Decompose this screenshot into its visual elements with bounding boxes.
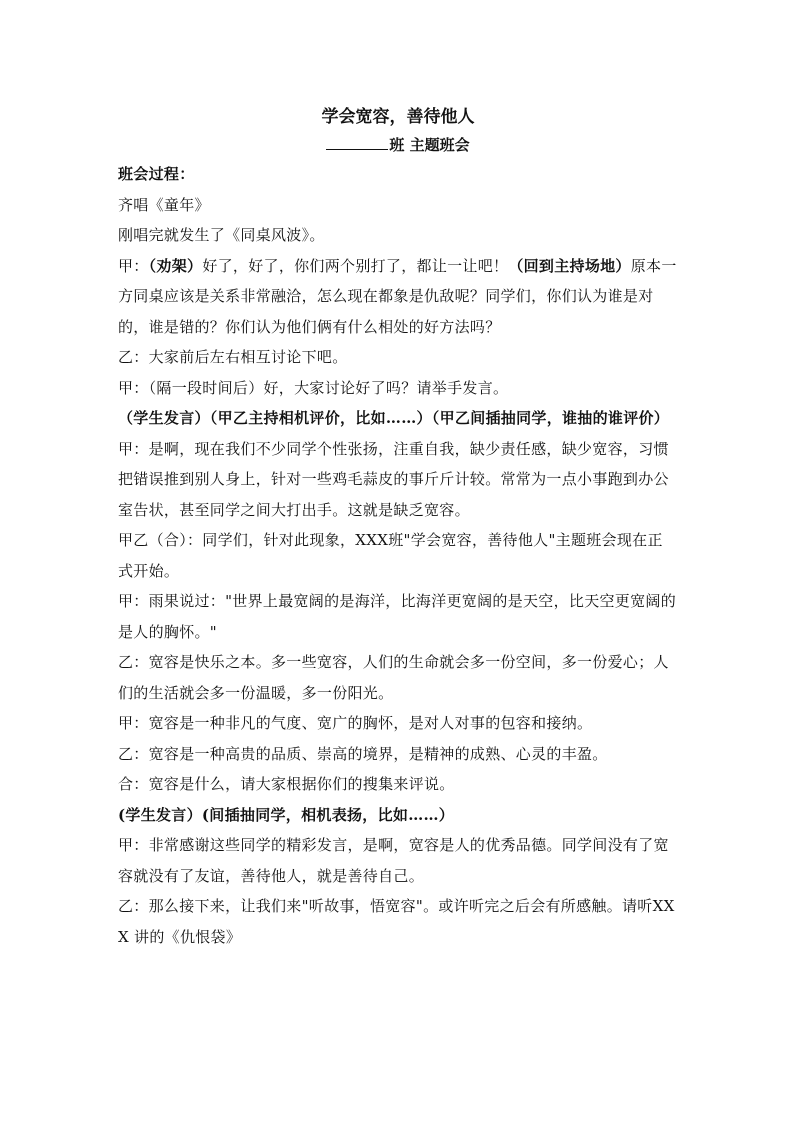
stage-direction: （回到主持场地） — [508, 256, 631, 275]
paragraph-jia-magnanimity: 甲：宽容是一种非凡的气度、宽广的胸怀，是对人对事的包容和接纳。 — [118, 714, 593, 732]
paragraph-yi-story: 乙：那么接下来，让我们来"听故事，悟宽容"。或许听完之后会有所感触。请听XXX 讲的《仇恨袋》 — [118, 897, 675, 946]
dialogue-text: 好了，好了，你们两个别打了，都让一让吧！ — [202, 256, 509, 275]
paragraph-jia-lack-tolerance: 甲：是啊，现在我们不少同学个性张扬，注重自我，缺少责任感，缺少宽容，习惯把错误推到别人身上，针对一些鸡毛蒜皮的事斤斤计较。常常为一点小事跑到办公室告状，甚至同学之间大打出手。这就是缺乏宽容。 — [118, 439, 669, 519]
paragraph-desk-incident: 刚唱完就发生了《同桌风波》。 — [118, 226, 325, 244]
paragraph-jia-raise-hands: 甲：（隔一段时间后）好，大家讨论好了吗？请举手发言。 — [118, 378, 509, 397]
speaker-label: 甲： — [118, 256, 149, 275]
document-subtitle — [118, 131, 678, 159]
paragraph-together-start: 甲乙（合）：同学们，针对此现象，XXX班"学会宽容，善待他人"主题班会现在正式开始。 — [118, 531, 663, 580]
paragraph-student-speech-note: （学生发言）（甲乙主持相机评价，比如……）（甲乙间插抽同学，谁抽的谁评价） — [118, 409, 670, 427]
dialogue-text: 原本一方同桌应该是关系非常融洽，怎么现在都象是仇敌呢？同学们，你们认为谁是对的，谁是错的？你们认为他们俩有什么相处的好方法吗？ — [118, 256, 677, 336]
paragraph-yi-happiness: 乙：宽容是快乐之本。多一些宽容，人们的生命就会多一份空间，多一份爱心；人们的生活就会多一份温暖，多一份阳光。 — [118, 653, 669, 702]
paragraph-jia-thanks: 甲：非常感谢这些同学的精彩发言，是啊，宽容是人的优秀品德。同学间没有了宽容就没有了友谊，善待他人，就是善待自己。 — [118, 836, 669, 885]
document-body — [118, 103, 678, 952]
section-heading-process: 班会过程： — [118, 165, 195, 183]
subtitle-text: 班 主题班会 — [389, 136, 470, 154]
paragraph-yi-discuss: 乙：大家前后左右相互讨论下吧。 — [118, 348, 348, 366]
class-name-blank-line — [326, 133, 388, 150]
document-title: 学会宽容，善待他人 — [321, 107, 475, 127]
paragraph-hugo-quote: 甲：雨果说过："世界上最宽阔的是海洋，比海洋更宽阔的是天空，比天空更宽阔的是人的胸怀。" — [118, 592, 677, 641]
paragraph-yi-quality: 乙：宽容是一种高贵的品质、崇高的境界，是精神的成熟、心灵的丰盈。 — [118, 744, 608, 763]
paragraph-student-speech-note-2: (学生发言）(间插抽同学，相机表扬，比如……） — [118, 805, 455, 824]
paragraph-together-question: 合：宽容是什么，请大家根据你们的搜集来评说。 — [118, 775, 455, 793]
stage-direction: （劝架） — [148, 256, 203, 275]
paragraph-sing-song: 齐唱《童年》 — [118, 195, 210, 214]
paragraph-jia-intro — [118, 251, 678, 343]
